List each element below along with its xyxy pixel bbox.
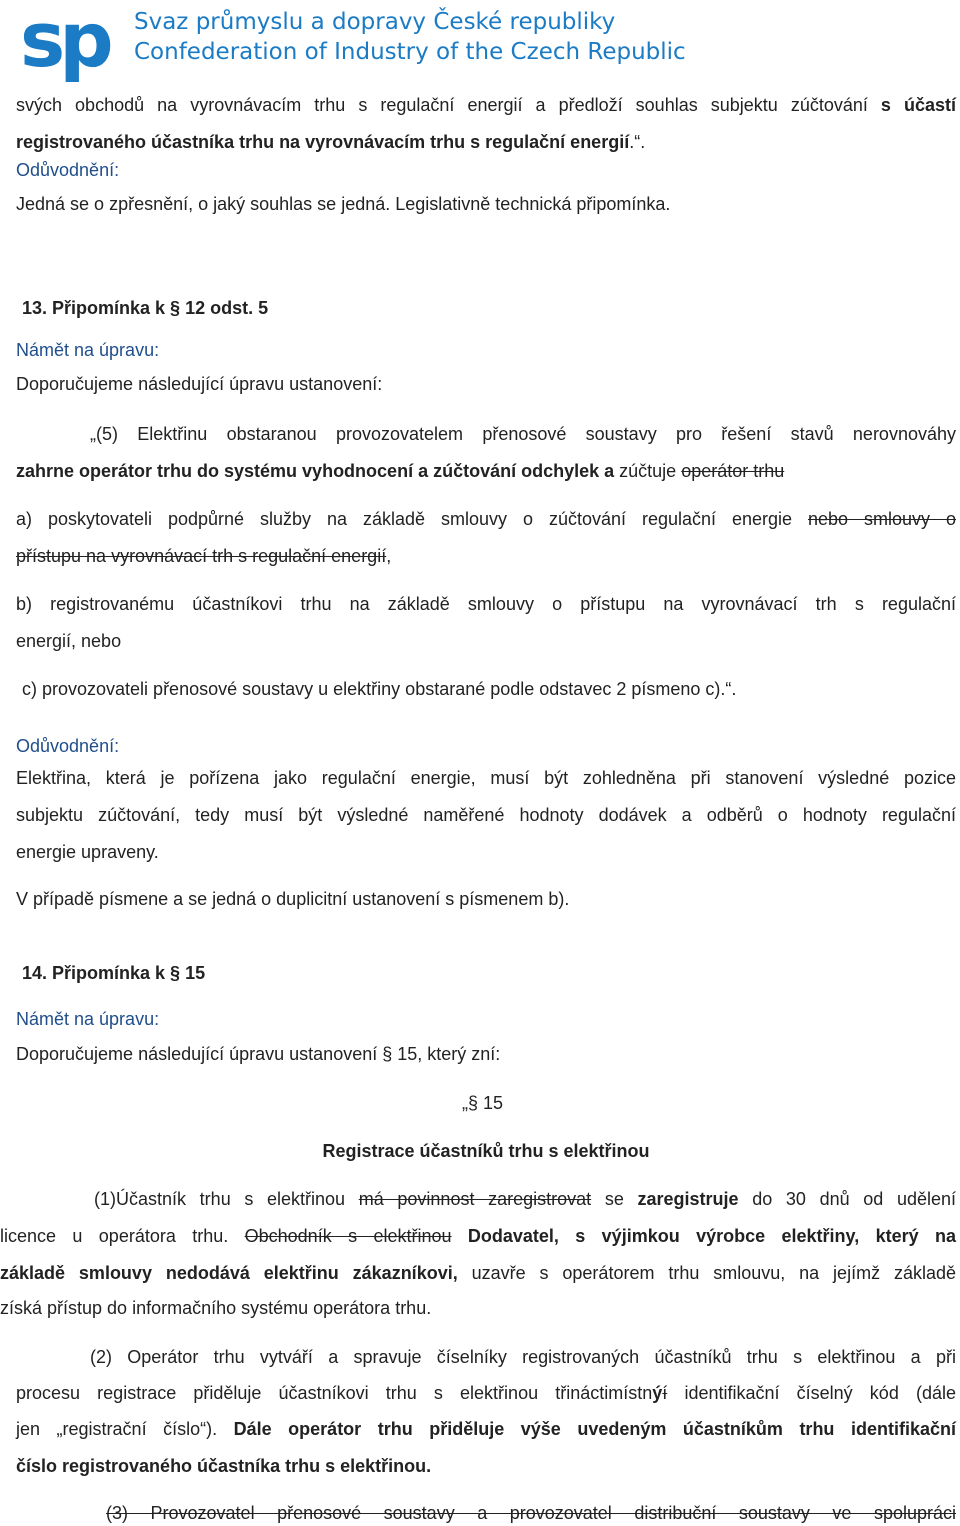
s14-para2-line-3 — [16, 1418, 956, 1440]
proposal-label: Námět na úpravu: — [16, 1009, 160, 1029]
section-title: Registrace účastníků trhu s elektřinou — [322, 1141, 650, 1161]
s12-line-1 — [16, 94, 956, 116]
proposal-intro: Doporučujeme následující úpravu ustanovení: — [16, 374, 383, 394]
text-run-bold: Dále operátor trhu přiděluje výše uvedeným účastníkům trhu identifikační — [233, 1419, 956, 1439]
text-run-struck: přístupu na vyrovnávací trh s regulační energií — [16, 546, 387, 566]
item-c: c) provozovateli přenosové soustavy u elektřiny obstarané podle odstavec 2 písmeno c).“. — [22, 679, 737, 699]
text-run: a) poskytovateli podpůrné služby na základě smlouvy o zúčtování regulační energie — [16, 509, 808, 529]
proposal-label: Námět na úpravu: — [16, 340, 160, 360]
text-run: uzavře s operátorem trhu smlouvu, na jejímž základě — [457, 1263, 956, 1283]
text-run: zúčtuje — [614, 461, 682, 481]
justification-label: Odůvodnění: — [16, 736, 120, 756]
text-run-struck: má povinnost zaregistrovat — [358, 1189, 592, 1209]
text-run-bold: ý — [652, 1383, 663, 1403]
text-run: , — [386, 546, 392, 566]
s14-para2-line-4: číslo registrovaného účastníka trhu s elektřinou. — [16, 1456, 432, 1476]
item-a-line-1 — [16, 508, 956, 530]
text-run: se — [591, 1189, 638, 1209]
s14-para1-line-4: získá přístup do informačního systému operátora trhu. — [0, 1298, 432, 1318]
text-run-bold: základě smlouvy nedodává elektřinu zákazníkovi, — [0, 1263, 458, 1283]
text-run-bold: registrovaného účastníka trhu na vyrovnávacím trhu s regulační energií — [16, 132, 630, 152]
text-run: jen „registrační číslo“). — [16, 1419, 234, 1439]
text-run-bold: s účastí — [880, 95, 956, 115]
justification-line-1: Elektřina, která je pořízena jako regulační energie, musí být zohledněna při stanovení výsledné pozice — [16, 768, 956, 788]
text-run-struck: í — [662, 1383, 668, 1403]
proposal-intro: Doporučujeme následující úpravu ustanovení § 15, který zní: — [16, 1044, 501, 1064]
text-run: identifikační číselný kód (dále — [667, 1383, 956, 1403]
text-run: licence u operátora trhu. — [0, 1226, 245, 1246]
text-run-struck: nebo smlouvy o — [808, 509, 956, 529]
s14-para1-line-1 — [94, 1188, 956, 1210]
text-run: (1)Účastník trhu s elektřinou — [94, 1189, 359, 1209]
item-b-line-1: b) registrovanému účastníkovi trhu na základě smlouvy o přístupu na vyrovnávací trh s regulační — [16, 594, 956, 614]
justification-label: Odůvodnění: — [16, 160, 120, 180]
org-name-en: Confederation of Industry of the Czech Republic — [134, 39, 686, 65]
text-run-bold: zahrne operátor trhu do systému vyhodnocení a zúčtování odchylek a — [16, 461, 615, 481]
text-run: svých obchodů na vyrovnávacím trhu s regulační energií a předloží souhlas subjektu zúčtování — [16, 95, 881, 115]
section-heading-14: 14. Připomínka k § 15 — [22, 963, 206, 983]
section-mark: „§ 15 — [462, 1093, 504, 1113]
text-run: .“. — [629, 132, 646, 152]
s12-line-2 — [16, 131, 645, 153]
item-a-line-2 — [16, 545, 391, 567]
item-b-line-2: energií, nebo — [16, 631, 122, 651]
text-run: procesu registrace přiděluje účastníkovi trhu s elektřinou třináctimístn — [16, 1383, 653, 1403]
justification-line-4: V případě písmene a se jedná o duplicitní ustanovení s písmenem b). — [16, 889, 570, 909]
text-run-struck: operátor trhu — [681, 461, 785, 481]
s13-para5-line-2 — [16, 460, 784, 482]
s14-para3-line-1: (3) Provozovatel přenosové soustavy a provozovatel distribuční soustavy ve spolupráci — [106, 1503, 956, 1523]
s14-para1-line-2 — [0, 1225, 956, 1247]
justification-line-2: subjektu zúčtování, tedy musí být výsledné naměřené hodnoty dodávek a odběrů o hodnoty regulační — [16, 805, 956, 825]
text-run-bold: Dodavatel, s výjimkou výrobce elektřiny, který na — [451, 1226, 956, 1246]
justification-text: Jedná se o zpřesnění, o jaký souhlas se jedná. Legislativně technická připomínka. — [16, 194, 671, 214]
s14-para2-line-1: (2) Operátor trhu vytváří a spravuje číselníky registrovaných účastníků trhu s elektřinou a při — [90, 1347, 956, 1367]
logo: sp — [20, 0, 108, 84]
section-heading-13: 13. Připomínka k § 12 odst. 5 — [22, 298, 269, 318]
s14-para1-line-3 — [0, 1262, 956, 1284]
s13-para5-line-1: „(5) Elektřinu obstaranou provozovatelem přenosové soustavy pro řešení stavů nerovnováhy — [90, 424, 956, 444]
text-run-struck: Obchodník s elektřinou — [244, 1226, 452, 1246]
text-run-bold: zaregistruje — [637, 1189, 739, 1209]
s14-para2-line-2 — [16, 1382, 956, 1404]
text-run: do 30 dnů od udělení — [738, 1189, 957, 1209]
justification-line-3: energie upraveny. — [16, 842, 159, 862]
org-name-cz: Svaz průmyslu a dopravy České republiky — [134, 9, 616, 35]
